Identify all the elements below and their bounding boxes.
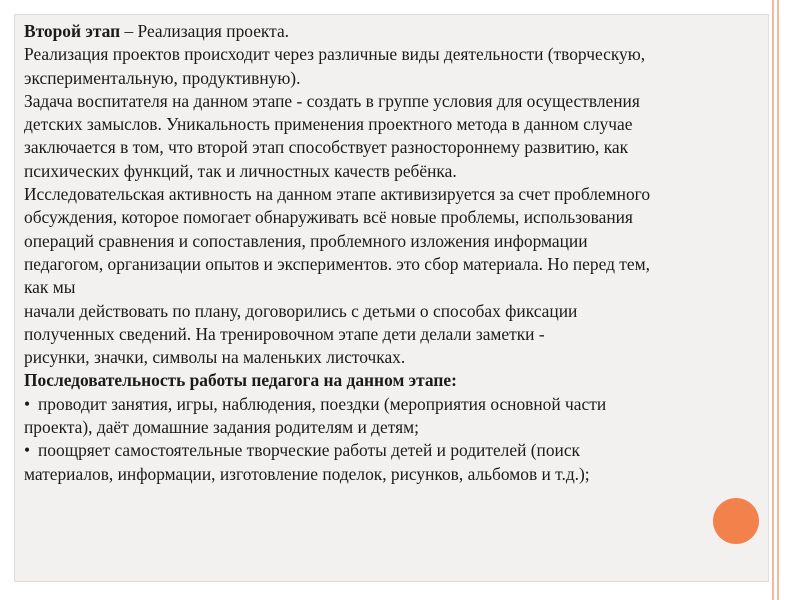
- bullet-text: поощряет самостоятельные творческие работы детей и родителей (поиск: [38, 440, 580, 461]
- bullet-icon: •: [24, 440, 31, 461]
- text-line: детских замыслов. Уникальность применения проектного метода в данном случае: [24, 114, 633, 135]
- subheading: Последовательность работы педагога на данном этапе:: [24, 370, 457, 391]
- text-line: обсуждения, которое помогает обнаруживать всё новые проблемы, использования: [24, 207, 633, 228]
- accent-line-left: [772, 0, 774, 600]
- text-line: Исследовательская активность на данном этапе активизируется за счет проблемного: [24, 184, 651, 205]
- text-line: рисунки, значки, символы на маленьких листочках.: [24, 347, 406, 368]
- decorative-circle: [713, 498, 759, 544]
- slide-text: [24, 20, 764, 486]
- text-line: Реализация проектов происходит через различные виды деятельности (творческую,: [24, 44, 646, 65]
- bullet-item: [24, 439, 764, 462]
- bullet-continuation: материалов, информации, изготовление поделок, рисунков, альбомов и т.д.);: [24, 463, 590, 484]
- text-line: полученных сведений. На тренировочном этапе дети делали заметки -: [24, 323, 545, 344]
- bullet-item: [24, 393, 764, 416]
- text-line: заключается в том, что второй этап способствует разностороннему развитию, как: [24, 137, 629, 158]
- bullet-continuation: проекта), даёт домашние задания родителям и детям;: [24, 417, 419, 438]
- bullet-text: проводит занятия, игры, наблюдения, поездки (мероприятия основной части: [38, 393, 607, 414]
- text-line: педагогом, организации опытов и экспериментов. это сбор материала. Но перед тем,: [24, 253, 650, 274]
- heading-rest: – Реализация проекта.: [120, 21, 290, 41]
- text-line: Задача воспитателя на данном этапе - создать в группе условия для осуществления: [24, 90, 640, 111]
- text-line: операций сравнения и сопоставления, проблемного изложения информации: [24, 230, 588, 251]
- text-line: психических функций, так и личностных качеств ребёнка.: [24, 160, 457, 181]
- accent-line-right: [777, 0, 779, 600]
- text-line: как мы: [24, 277, 76, 298]
- slide-heading: [24, 20, 764, 43]
- bullet-icon: •: [24, 393, 31, 414]
- text-line: экспериментальную, продуктивную).: [24, 67, 301, 88]
- text-line: начали действовать по плану, договорились с детьми о способах фиксации: [24, 300, 578, 321]
- heading-bold: Второй этап: [24, 21, 121, 41]
